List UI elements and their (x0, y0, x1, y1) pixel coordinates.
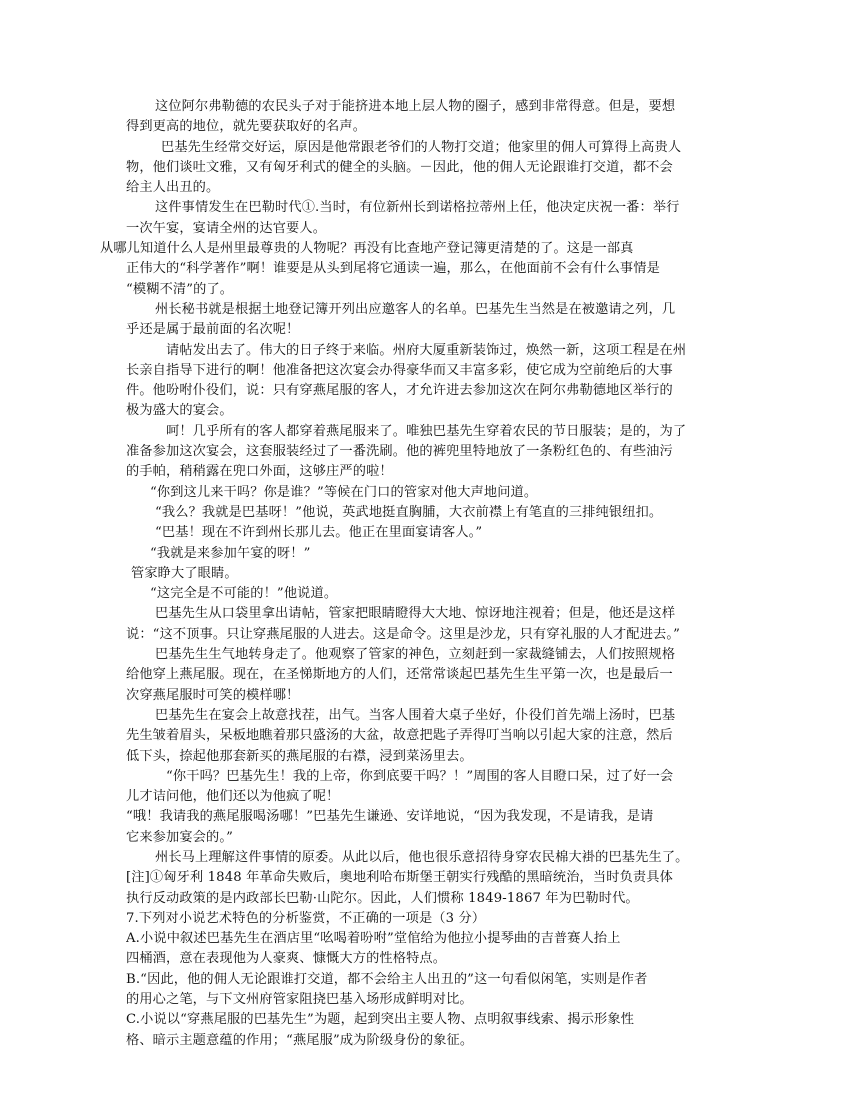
text-line: 物，他们谈吐文雅，又有匈牙利式的健全的头脑。－因此，他的佣人无论跟谁打交道，都不会 (126, 159, 673, 175)
document-body (100, 97, 746, 1051)
text-line: 说：“这不顶事。只让穿燕尾服的人进去。这是命令。这里是沙龙，只有穿礼服的人才配进去。” (126, 626, 681, 642)
text-line: 巴基先生经常交好运，原因是他常跟老爷们的人物打交道；他家里的佣人可算得上高贵人 (161, 139, 682, 155)
footnote-line: 执行反动政策的是内政部长巴勒·山陀尔。因此，人们惯称 1849-1867 年为巴勒时代。 (126, 890, 639, 906)
question-stem: 7.下列对小说艺术特色的分析鉴赏，不正确的一项是（3 分） (126, 910, 486, 926)
option-c: C.小说以“穿燕尾服的巴基先生”为题，起到突出主要人物、点明叙事线索、揭示形象性 (126, 1012, 635, 1028)
text-line: 给主人出丑的。 (126, 180, 220, 196)
text-line: 件。他吩咐仆役们，说：只有穿燕尾服的客人，才允许进去参加这次在阿尔弗勒德地区举行的 (126, 383, 673, 399)
text-line: 次穿燕尾服时可笑的模样哪！ (126, 687, 300, 703)
text-line: “这完全是不可能的！”他说道。 (150, 586, 338, 602)
option-a-continued: 四桶酒，意在表现他为人豪爽、慷慨大方的性格特点。 (126, 951, 447, 967)
text-line: 乎还是属于最前面的名次呢！ (126, 322, 300, 338)
text-line: 正伟大的“科学著作”啊！谁要是从头到尾将它通读一遍，那么，在他面前不会有什么事情是 (126, 261, 660, 277)
text-line: 一次午宴，宴请全州的达官要人。 (126, 220, 327, 236)
text-line: 先生皱着眉头，呆板地瞧着那只盛汤的大盆，故意把匙子弄得叮当响以引起大家的注意，然后 (126, 728, 673, 744)
text-line: 从哪儿知道什么人是州里最尊贵的人物呢？再没有比查地产登记簿更清楚的了。这是一部真 (100, 241, 634, 257)
text-line: 请帖发出去了。伟大的日子终于来临。州府大厦重新装饰过，焕然一新，这项工程是在州 (166, 342, 687, 358)
option-a: A.小说中叙述巴基先生在酒店里“吆喝着吩咐”堂倌给为他拉小提琴曲的吉普赛人抬上 (126, 931, 621, 947)
footnote-line: [注]①匈牙利 1848 年革命失败后，奥地利哈布斯堡王朝实行残酷的黑暗统治，当时负责具体 (126, 870, 673, 886)
text-line: “你干吗？巴基先生！我的上帝，你到底要干吗？！”周围的客人目瞪口呆，过了好一会 (166, 768, 674, 784)
option-c-continued: 格、暗示主题意蕴的作用；“燕尾服”成为阶级身份的象征。 (126, 1032, 474, 1048)
text-line: 管家睁大了眼睛。 (131, 565, 238, 581)
text-line: 长亲自指导下进行的啊！他准备把这次宴会办得豪华而又丰富多彩，使它成为空前绝后的大事 (126, 362, 673, 378)
option-b: B.“因此，他的佣人无论跟谁打交道，都不会给主人出丑的”这一句看似闲笔，实则是作者 (126, 971, 648, 987)
text-line: “哦！我请我的燕尾服喝汤哪！”巴基先生谦逊、安详地说，“因为我发现，不是请我，是请 (126, 809, 654, 825)
text-line: 极为盛大的宴会。 (126, 403, 233, 419)
text-line: “巴基！现在不许到州长那儿去。他正在里面宴请客人。” (155, 525, 483, 541)
text-line: 给他穿上燕尾服。现在，在圣悌斯地方的人们，还常常谈起巴基先生生平第一次，也是最后一 (126, 667, 673, 683)
text-line: 巴基先生从口袋里拿出请帖，管家把眼睛瞪得大大地、惊讶地注视着；但是，他还是这样 (155, 606, 676, 622)
text-line: 州长秘书就是根据土地登记簿开列出应邀客人的名单。巴基先生当然是在被邀请之列，几 (155, 301, 676, 317)
option-b-continued: 的用心之笔，与下文州府管家阻挠巴基入场形成鲜明对比。 (126, 992, 473, 1008)
text-line: 巴基先生生气地转身走了。他观察了管家的神色，立刻赶到一家裁缝铺去，人们按照规格 (155, 647, 676, 663)
text-line: 的手帕，稍稍露在兜口外面，这够庄严的啦！ (126, 464, 393, 480)
text-line: 这件事情发生在巴勒时代①.当时，有位新州长到诺格拉蒂州上任，他决定庆祝一番：举行 (155, 200, 680, 216)
text-line: 州长马上理解这件事情的原委。从此以后，他也很乐意招待身穿农民棉大褂的巴基先生了。 (155, 849, 689, 865)
text-line: 得到更高的地位，就先要获取好的名声。 (126, 119, 367, 135)
text-line: “我就是来参加午宴的呀！” (150, 545, 311, 561)
text-line: 呵！几乎所有的客人都穿着燕尾服来了。唯独巴基先生穿着农民的节日服装；是的，为了 (166, 423, 687, 439)
text-line: 它来参加宴会的。” (126, 829, 233, 845)
text-line: 低下头，捺起他那套新买的燕尾服的右襟，浸到菜汤里去。 (126, 748, 473, 764)
text-line: 这位阿尔弗勒德的农民头子对于能挤进本地上层人物的圈子，感到非常得意。但是，要想 (155, 99, 676, 114)
text-line: “你到这儿来干吗？你是谁？”等候在门口的管家对他大声地问道。 (150, 484, 538, 500)
text-line: 巴基先生在宴会上故意找茬，出气。当客人围着大桌子坐好，仆役们首先端上汤时，巴基 (155, 707, 676, 723)
text-line: “模糊不清”的了。 (126, 281, 234, 297)
text-line: 儿才诘问他，他们还以为他疯了呢！ (126, 789, 340, 805)
text-line: 准备参加这次宴会，这套服装经过了一番洗刷。他的裤兜里特地放了一条粉红色的、有些油污 (126, 444, 673, 460)
text-line: “我么？我就是巴基呀！”他说，英武地挺直胸脯，大衣前襟上有笔直的三排纯银纽扣。 (155, 504, 663, 520)
